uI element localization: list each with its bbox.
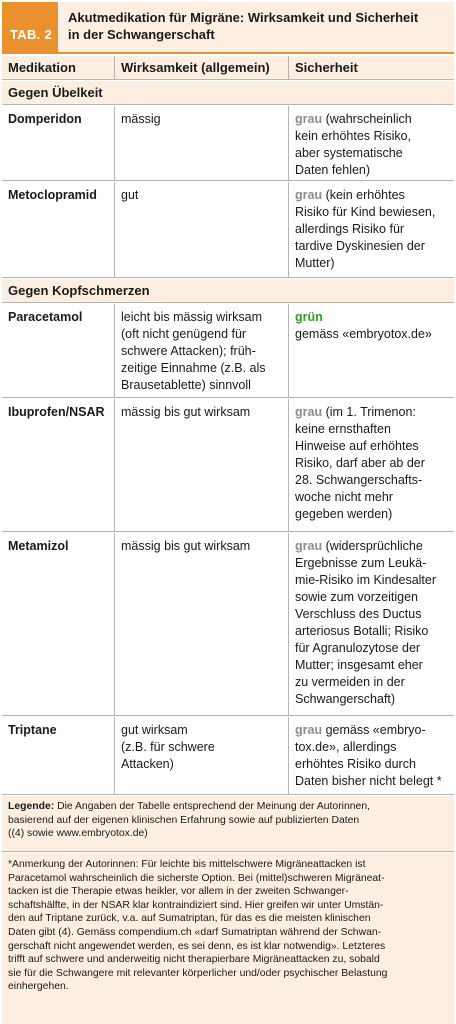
safety-line: keine ernsthaften xyxy=(295,422,391,436)
safety-line: Mutter) xyxy=(295,256,335,270)
safety-line: Daten bisher nicht belegt * xyxy=(295,774,442,788)
column-header-wirksamkeit: Wirksamkeit (allgemein) xyxy=(115,56,289,79)
footnote-line: Paracetamol wahrscheinlich die sicherste Option. Bei (mittel)schweren Migräneat- xyxy=(8,872,385,884)
efficacy-line: Brausetablette) sinnvoll xyxy=(121,378,251,392)
table-title xyxy=(58,2,454,52)
safety-rating: grau xyxy=(295,112,323,126)
safety-line: kein erhöhtes Risiko, xyxy=(295,129,412,143)
table-legend xyxy=(2,796,454,852)
section-header-headache: Gegen Kopfschmerzen xyxy=(2,279,454,303)
safety-line: (kein erhöhtes xyxy=(322,188,405,202)
safety-line: tardive Dyskinesien der xyxy=(295,239,425,253)
footnote-line: tacken ist die Therapie etwas heikler, vor allem in der zweiten Schwanger- xyxy=(8,886,349,898)
safety-line: erhöhtes Risiko durch xyxy=(295,757,416,771)
safety-line: 28. Schwangerschafts- xyxy=(295,473,423,487)
footnote-line: Daten gibt (4). Gemäss compendium.ch «darf Sumatriptan während der Schwan- xyxy=(8,926,382,938)
efficacy-line: schwere Attacken); früh- xyxy=(121,344,256,358)
table-title-line: in der Schwangerschaft xyxy=(68,27,215,42)
legend-line: Die Angaben der Tabelle entsprechend der Meinung der Autorinnen, xyxy=(54,801,370,812)
footnote-line: trifft auf schwere und anderweitig nicht therapierbare Migräneattacken zu, sobald xyxy=(8,954,380,966)
safety-line: gegeben werden) xyxy=(295,507,393,521)
efficacy-line: (z.B. für schwere xyxy=(121,740,215,754)
footnote-line: den auf Triptane zurück, v.a. auf Sumatriptan, für das es die meisten klinischen xyxy=(8,913,371,925)
table-row xyxy=(2,717,454,795)
efficacy-cell xyxy=(115,717,289,794)
safety-line: woche nicht mehr xyxy=(295,490,393,504)
safety-line: gemäss «embryotox.de» xyxy=(295,327,432,341)
drug-name: Paracetamol xyxy=(2,304,115,397)
safety-line: Hinweise auf erhöhtes xyxy=(295,439,419,453)
safety-rating: grau xyxy=(295,188,323,202)
legend-label: Legende: xyxy=(8,801,55,812)
safety-line: Risiko für Kind bewiesen, xyxy=(295,205,436,219)
efficacy-line: (oft nicht genügend für xyxy=(121,327,247,341)
section-header-nausea: Gegen Übelkeit xyxy=(2,81,454,105)
efficacy-cell xyxy=(115,304,289,397)
safety-line: Daten fehlen) xyxy=(295,163,371,177)
drug-name: Domperidon xyxy=(2,106,115,180)
efficacy-line: Attacken) xyxy=(121,757,174,771)
safety-line: aber systematische xyxy=(295,146,403,160)
efficacy-line: zeitige Einnahme (z.B. als xyxy=(121,361,266,375)
drug-name: Metoclopramid xyxy=(2,182,115,277)
safety-line: zu vermeiden in der xyxy=(295,675,405,689)
safety-rating: grau xyxy=(295,405,323,419)
legend-line: ((4) sowie www.embryotox.de) xyxy=(8,828,148,839)
safety-line: Ergebnisse zum Leukä- xyxy=(295,556,427,570)
safety-line: Risiko, darf aber ab der xyxy=(295,456,425,470)
safety-line: Verschluss des Ductus xyxy=(295,607,422,621)
safety-rating: grau xyxy=(295,539,323,553)
safety-cell xyxy=(289,182,454,277)
column-header-medikation: Medikation xyxy=(2,56,115,79)
safety-cell xyxy=(289,304,454,397)
drug-name: Ibuprofen/NSAR xyxy=(2,399,115,531)
safety-line: allerdings Risiko für xyxy=(295,222,405,236)
legend-line: basierend auf der eigenen klinischen Erfahrung sowie auf publizierten Daten xyxy=(8,814,360,826)
table-row xyxy=(2,399,454,532)
safety-line: gemäss «embryo- xyxy=(322,723,426,737)
table-number-badge: TAB. 2 xyxy=(2,2,58,52)
safety-rating: grün xyxy=(295,310,323,324)
safety-line: sowie zum vorzeitigen xyxy=(295,590,418,604)
safety-line: arteriosus Botalli; Risiko xyxy=(295,624,429,638)
safety-line: (im 1. Trimenon: xyxy=(322,405,416,419)
safety-line: Schwangerschaft) xyxy=(295,692,396,706)
efficacy-line: gut wirksam xyxy=(121,723,188,737)
safety-line: mie-Risiko im Kindesalter xyxy=(295,573,437,587)
safety-cell xyxy=(289,717,454,794)
drug-name: Triptane xyxy=(2,717,115,794)
column-headers xyxy=(2,56,454,80)
table-row xyxy=(2,182,454,278)
safety-line: für Agranulozytose der xyxy=(295,641,421,655)
safety-line: tox.de», allerdings xyxy=(295,740,397,754)
safety-line: (wahrscheinlich xyxy=(322,112,412,126)
safety-line: Mutter; insgesamt eher xyxy=(295,658,423,672)
table-row xyxy=(2,533,454,716)
safety-cell xyxy=(289,106,454,180)
drug-name: Metamizol xyxy=(2,533,115,715)
table-row xyxy=(2,304,454,398)
efficacy-line: leicht bis mässig wirksam xyxy=(121,310,263,324)
table-header xyxy=(2,2,454,54)
efficacy-cell xyxy=(115,533,289,715)
safety-rating: grau xyxy=(295,723,323,737)
efficacy-line: gut xyxy=(121,188,139,202)
footnote-line: *Anmerkung der Autorinnen: Für leichte bis mittelschwere Migräneattacken ist xyxy=(8,859,366,870)
footnote-line: einhergehen. xyxy=(8,981,69,993)
table-title-line: Akutmedikation für Migräne: Wirksamkeit und Sicherheit xyxy=(68,10,419,25)
efficacy-line: mässig xyxy=(121,112,161,126)
safety-line: (widersprüchliche xyxy=(322,539,423,553)
footnote-line: gerschaft nicht angewendet werden, es sei denn, es ist klar notwendig». Letzteres xyxy=(8,940,386,952)
efficacy-line: mässig bis gut wirksam xyxy=(121,405,251,419)
safety-cell xyxy=(289,399,454,531)
footnote-line: sie für die Schwangere mit relevanter körperlicher und/oder psychischer Belastung xyxy=(8,967,388,979)
efficacy-cell xyxy=(115,106,289,180)
column-header-sicherheit: Sicherheit xyxy=(295,60,358,75)
safety-cell xyxy=(289,533,454,715)
author-footnote xyxy=(2,853,454,1024)
footnote-line: schaftshälfte, in der NSAR klar kontraindiziert sind. Hier greifen wir unter Umstän- xyxy=(8,899,384,911)
table-row xyxy=(2,106,454,181)
efficacy-cell xyxy=(115,182,289,277)
efficacy-line: mässig bis gut wirksam xyxy=(121,539,251,553)
efficacy-cell xyxy=(115,399,289,531)
